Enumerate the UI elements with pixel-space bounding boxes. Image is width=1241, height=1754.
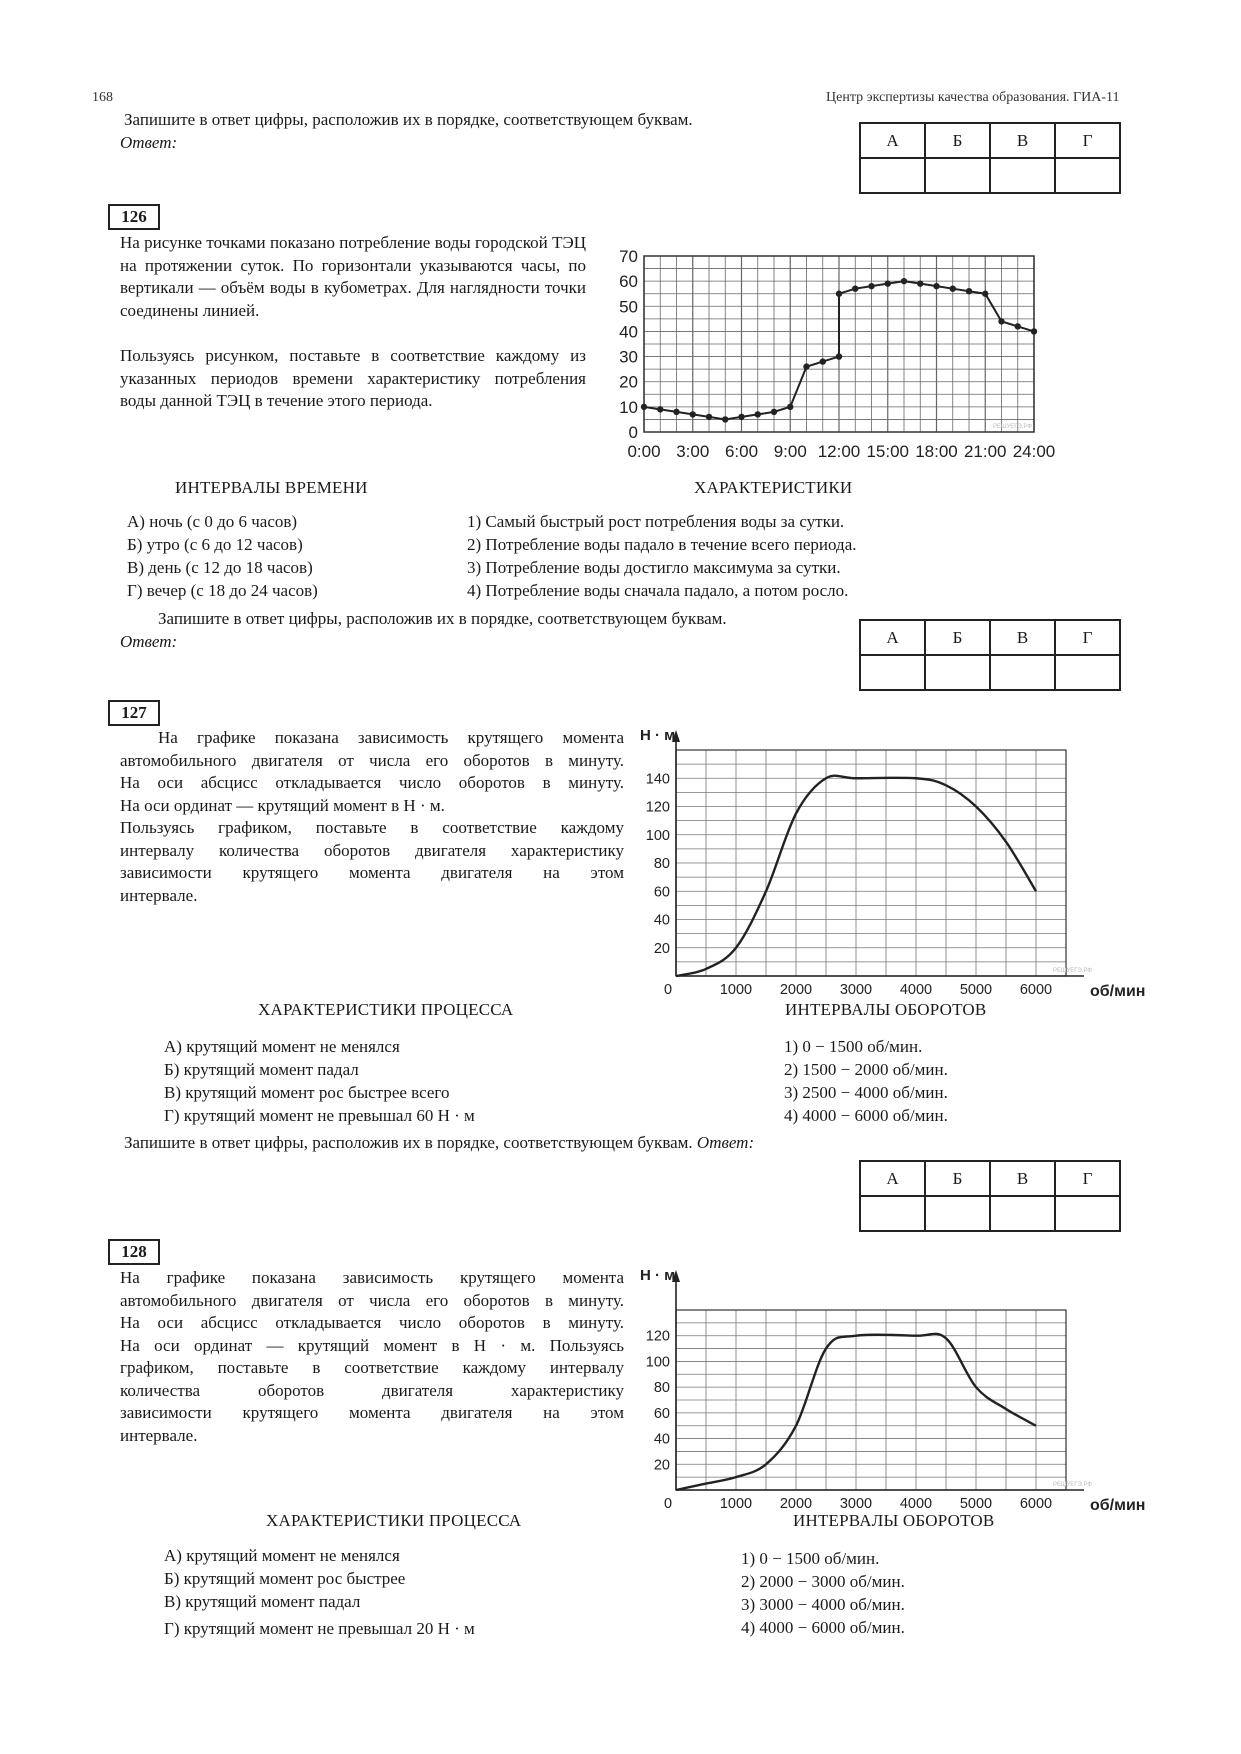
data-point <box>868 283 874 289</box>
y-tick-label: 60 <box>653 1405 670 1422</box>
x-tick-label: 4000 <box>899 1496 933 1512</box>
data-point <box>950 285 956 291</box>
answer-cell[interactable] <box>925 158 990 193</box>
answer-cell[interactable] <box>1055 1196 1120 1231</box>
y-tick-label: 20 <box>653 940 670 957</box>
answer-letter: Г <box>1055 1161 1120 1196</box>
answer-label: Ответ: <box>696 1133 755 1152</box>
answer-table <box>859 1160 1121 1232</box>
answer-cell[interactable] <box>860 158 925 193</box>
x-tick-label: 2000 <box>779 1496 813 1512</box>
x-axis-label: об/мин <box>1090 1497 1146 1514</box>
section-heading-left: ХАРАКТЕРИСТИКИ ПРОЦЕССА <box>266 1511 522 1530</box>
answer-cell[interactable] <box>990 158 1055 193</box>
answer-cell[interactable] <box>990 655 1055 690</box>
answer-letter: Б <box>925 123 990 158</box>
x-tick-label: 3:00 <box>676 442 710 461</box>
x-tick-label: 21:00 <box>963 442 1007 461</box>
answer-label: Ответ: <box>120 133 178 152</box>
y-tick-label: 30 <box>619 347 638 367</box>
list-item: 4) 4000 − 6000 об/мин. <box>784 1106 948 1125</box>
text-line: Пользуясь графиком, поставьте в соответствие каждому <box>120 818 624 837</box>
text-line: На оси ординат — крутящий момент в Н · м. <box>120 795 445 815</box>
answer-letter: А <box>860 123 925 158</box>
answer-cell[interactable] <box>990 1196 1055 1231</box>
x-tick-label: 6000 <box>1019 982 1053 998</box>
data-point <box>1031 328 1037 334</box>
y-tick-label: 50 <box>619 297 638 317</box>
data-point <box>771 409 777 415</box>
x-tick-label: 0:00 <box>627 442 661 461</box>
list-item: А) крутящий момент не менялся <box>164 1546 400 1565</box>
y-tick-label: 40 <box>653 912 670 929</box>
data-point <box>836 353 842 359</box>
list-item: Г) крутящий момент не превышал 60 Н · м <box>164 1106 475 1125</box>
answer-letter: А <box>860 620 925 655</box>
list-item: В) день (с 12 до 18 часов) <box>127 558 313 577</box>
task-text: На рисунке точками показано потребление воды городской ТЭЦ на протяжении суток. По горизонтали указываются часы, по вертикали — объём воды в кубометрах. Для наглядности точки соединены линией. <box>120 233 586 320</box>
watermark: РЕШУЕГЭ.РФ <box>1052 1482 1092 1488</box>
task-number: 127 <box>108 700 160 726</box>
answer-cell[interactable] <box>1055 158 1120 193</box>
y-tick-label: 120 <box>645 1328 670 1345</box>
text-line: На графике показана зависимость крутящего момента <box>158 728 624 747</box>
list-item: В) крутящий момент рос быстрее всего <box>164 1083 450 1102</box>
answer-cell[interactable] <box>925 655 990 690</box>
y-axis-label: Н · м <box>640 1267 676 1284</box>
task-text <box>120 727 624 907</box>
x-tick-label: 12:00 <box>817 442 861 461</box>
task-number: 126 <box>108 204 160 230</box>
text-line: графиком, поставьте в соответствие каждому интервалу <box>120 1358 624 1377</box>
answer-letter: В <box>990 123 1055 158</box>
list-item: 1) 0 − 1500 об/мин. <box>784 1037 923 1056</box>
task-text-2: Пользуясь рисунком, поставьте в соответствие каждому из указанных периодов времени характеристику потребления воды данной ТЭЦ в течение этого периода. <box>120 346 586 410</box>
y-tick-label: 10 <box>619 397 638 417</box>
intervals-list <box>127 510 318 602</box>
x-tick-label: 0 <box>663 1496 673 1512</box>
section-heading-right: ХАРАКТЕРИСТИКИ <box>694 478 853 497</box>
list-item: 1) Самый быстрый рост потребления воды за сутки. <box>467 512 845 531</box>
data-point <box>1015 323 1021 329</box>
watermark: РЕШУЕГЭ.РФ <box>992 424 1032 430</box>
list-item: 4) 4000 − 6000 об/мин. <box>741 1618 905 1637</box>
watermark: РЕШУЕГЭ.РФ <box>1052 968 1092 974</box>
y-tick-label: 40 <box>653 1431 670 1448</box>
answer-letter: Б <box>925 620 990 655</box>
text-line: интервалу количества оборотов двигателя характеристику <box>120 840 624 860</box>
section-heading-right: ИНТЕРВАЛЫ ОБОРОТОВ <box>785 1000 987 1019</box>
x-tick-label: 5000 <box>959 982 993 998</box>
instruction: Запишите в ответ цифры, расположив их в порядке, соответствующем буквам. <box>124 1133 693 1152</box>
text-line: автомобильного двигателя от числа его оборотов в минуту. <box>120 750 624 770</box>
section-heading-left: ХАРАКТЕРИСТИКИ ПРОЦЕССА <box>258 1000 514 1019</box>
task-text <box>120 1267 624 1447</box>
y-tick-label: 20 <box>619 372 638 392</box>
page-number: 168 <box>92 90 113 105</box>
data-point <box>803 363 809 369</box>
x-tick-label: 9:00 <box>773 442 807 461</box>
x-tick-label: 6000 <box>1019 1496 1053 1512</box>
x-tick-label: 3000 <box>839 982 873 998</box>
task-number: 128 <box>108 1239 160 1265</box>
data-point <box>966 288 972 294</box>
text-line: интервале. <box>120 885 198 905</box>
y-tick-label: 80 <box>653 856 670 872</box>
instruction: Запишите в ответ цифры, расположив их в порядке, соответствующем буквам. <box>158 609 727 628</box>
intervals-list <box>741 1547 905 1639</box>
y-tick-label: 140 <box>645 771 670 788</box>
text-line: количества оборотов двигателя характеристику <box>120 1380 624 1400</box>
data-point <box>657 406 663 412</box>
answer-table <box>859 619 1121 691</box>
x-tick-label: 4000 <box>899 982 933 998</box>
x-tick-label: 15:00 <box>866 442 910 461</box>
y-tick-label: 60 <box>653 884 670 901</box>
x-tick-label: 0 <box>663 982 673 998</box>
section-heading-right: ИНТЕРВАЛЫ ОБОРОТОВ <box>793 1511 995 1530</box>
intervals-list <box>784 1035 948 1127</box>
data-point <box>787 404 793 410</box>
y-tick-label: 100 <box>645 827 670 844</box>
data-point <box>998 318 1004 324</box>
list-item: Г) крутящий момент не превышал 20 Н · м <box>164 1619 475 1638</box>
x-tick-label: 1000 <box>719 982 753 998</box>
text-line: интервале. <box>120 1425 198 1445</box>
list-item: Б) утро (с 6 до 12 часов) <box>127 535 303 554</box>
chart-126 <box>600 247 1140 475</box>
data-point <box>852 285 858 291</box>
x-tick-label: 1000 <box>719 1496 753 1512</box>
text-line: зависимости крутящего момента двигателя на этом <box>120 1403 624 1422</box>
publisher-header: Центр экспертизы качества образования. ГИА-11 <box>826 90 1120 105</box>
answer-letter: В <box>990 1161 1055 1196</box>
list-item: А) ночь (с 0 до 6 часов) <box>127 512 298 531</box>
y-axis-label: Н · м <box>640 727 676 744</box>
data-point <box>722 416 728 422</box>
answer-letter: Г <box>1055 123 1120 158</box>
y-tick-label: 70 <box>619 247 638 266</box>
answer-cell[interactable] <box>925 1196 990 1231</box>
characteristics-list <box>164 1544 475 1640</box>
y-tick-label: 100 <box>645 1354 670 1371</box>
y-tick-label: 40 <box>619 322 638 342</box>
answer-label: Ответ: <box>120 632 178 651</box>
list-item: 2) 1500 − 2000 об/мин. <box>784 1060 948 1079</box>
x-tick-label: 5000 <box>959 1496 993 1512</box>
list-item: 4) Потребление воды сначала падало, а потом росло. <box>467 581 849 600</box>
y-tick-label: 20 <box>653 1457 670 1474</box>
answer-letter: А <box>860 1161 925 1196</box>
data-point <box>901 278 907 284</box>
data-point <box>690 411 696 417</box>
list-item: А) крутящий момент не менялся <box>164 1037 400 1056</box>
x-tick-label: 6:00 <box>724 442 759 461</box>
text-line: На графике показана зависимость крутящего момента <box>120 1268 624 1287</box>
answer-letter: В <box>990 620 1055 655</box>
text-line: На оси абсцисс откладывается число оборотов в минуту. <box>120 773 624 792</box>
data-point <box>917 280 923 286</box>
y-tick-label: 60 <box>619 272 638 292</box>
list-item: 3) Потребление воды достигло максимума за сутки. <box>467 558 841 577</box>
answer-table <box>859 122 1121 194</box>
y-tick-label: 120 <box>645 799 670 816</box>
answer-cell[interactable] <box>860 655 925 690</box>
text-line: На оси ординат — крутящий момент в Н · м. Пользуясь <box>120 1335 624 1355</box>
list-item: Г) вечер (с 18 до 24 часов) <box>127 581 318 600</box>
data-point <box>982 291 988 297</box>
x-axis-label: об/мин <box>1090 983 1146 1000</box>
x-tick-label: 3000 <box>839 1496 873 1512</box>
data-point <box>933 283 939 289</box>
x-tick-label: 2000 <box>779 982 813 998</box>
data-point <box>885 280 891 286</box>
data-point <box>820 358 826 364</box>
data-point <box>641 404 647 410</box>
top-instruction: Запишите в ответ цифры, расположив их в порядке, соответствующем буквам. <box>124 110 693 129</box>
characteristics-list <box>467 510 857 602</box>
y-tick-label: 0 <box>628 423 638 442</box>
x-tick-label: 24:00 <box>1012 442 1056 461</box>
list-item: В) крутящий момент падал <box>164 1592 361 1611</box>
list-item: 3) 3000 − 4000 об/мин. <box>741 1595 905 1614</box>
data-point <box>706 414 712 420</box>
answer-letter: Г <box>1055 620 1120 655</box>
data-point <box>738 414 744 420</box>
data-point <box>755 411 761 417</box>
section-heading-left: ИНТЕРВАЛЫ ВРЕМЕНИ <box>175 478 368 497</box>
list-item: Б) крутящий момент падал <box>164 1060 359 1079</box>
data-point <box>836 291 842 297</box>
answer-letter: Б <box>925 1161 990 1196</box>
list-item: 2) Потребление воды падало в течение всего периода. <box>467 535 857 554</box>
y-tick-label: 80 <box>653 1380 670 1397</box>
text-line: зависимости крутящего момента двигателя на этом <box>120 863 624 882</box>
list-item: 1) 0 − 1500 об/мин. <box>741 1549 880 1568</box>
answer-cell[interactable] <box>1055 655 1120 690</box>
characteristics-list <box>164 1035 475 1127</box>
answer-cell[interactable] <box>860 1196 925 1231</box>
x-tick-label: 18:00 <box>915 442 958 461</box>
list-item: Б) крутящий момент рос быстрее <box>164 1569 406 1588</box>
list-item: 2) 2000 − 3000 об/мин. <box>741 1572 905 1591</box>
list-item: 3) 2500 − 4000 об/мин. <box>784 1083 948 1102</box>
text-line: На оси абсцисс откладывается число оборотов в минуту. <box>120 1313 624 1332</box>
chart-127 <box>640 726 1146 1000</box>
data-point <box>673 409 679 415</box>
chart-128 <box>640 1266 1146 1514</box>
text-line: автомобильного двигателя от числа его оборотов в минуту. <box>120 1290 624 1310</box>
